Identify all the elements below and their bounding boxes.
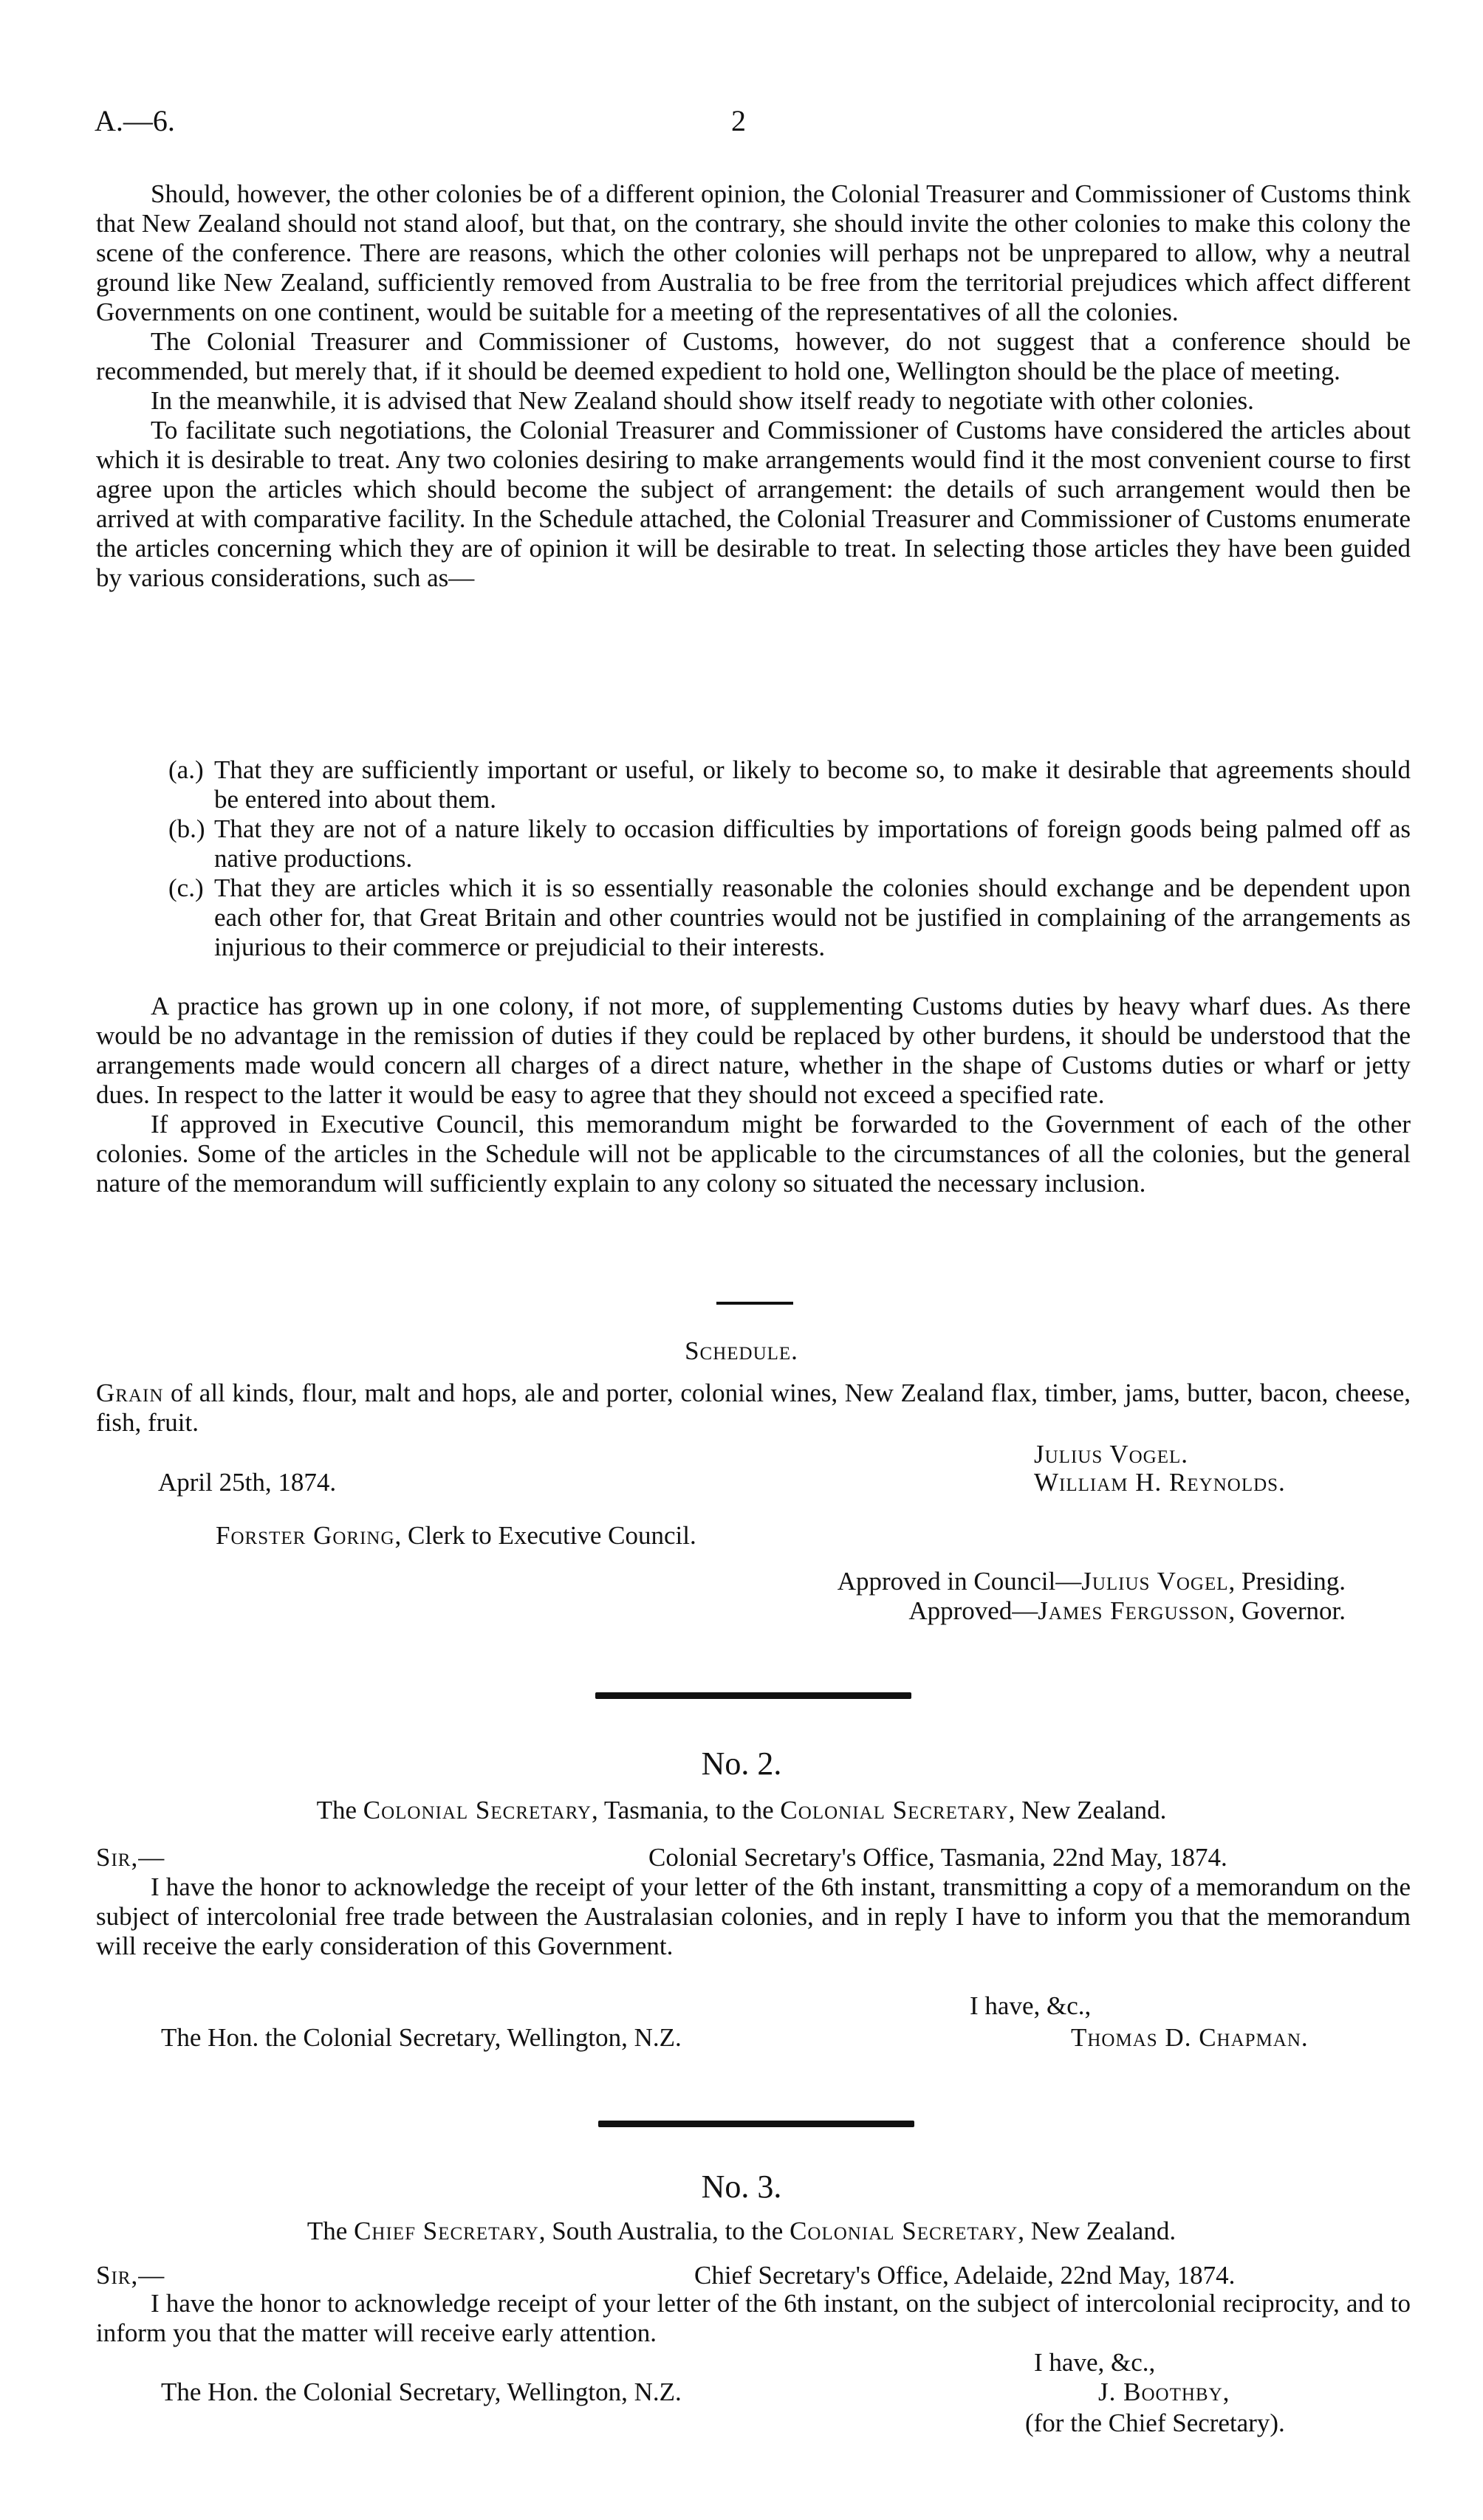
letter-paragraph: I have the honor to acknowledge receipt of your letter of the 6th instant, on the subject of intercolonial reciprocity, and to inform you that the matter will receive early attention.: [96, 2289, 1411, 2347]
route-text: , New Zealand.: [1008, 1796, 1167, 1824]
page-number: 2: [731, 104, 746, 137]
list-item-label: (c.): [168, 873, 204, 902]
memo-date: April 25th, 1874.: [158, 1468, 337, 1497]
signer-name: Julius Vogel.: [1034, 1440, 1189, 1469]
addressee: The Hon. the Colonial Secretary, Wellington, N.Z.: [161, 2377, 682, 2406]
list-item: [168, 814, 1411, 873]
list-item: [168, 755, 1411, 814]
section-divider: [595, 1692, 911, 1699]
route-title: Colonial Secretary: [790, 2217, 1018, 2245]
memo-paragraph: In the meanwhile, it is advised that New Zealand should show itself ready to negotiate with other colonies.: [151, 386, 1254, 415]
document-code: A.—6.: [95, 104, 175, 137]
route-text: , New Zealand.: [1018, 2217, 1177, 2245]
route-title: Colonial Secretary: [363, 1796, 592, 1824]
letter-number: No. 2.: [701, 1745, 782, 1782]
signature: Thomas D. Chapman.: [1071, 2023, 1309, 2052]
route-title: Chief Secretary: [354, 2217, 539, 2245]
considerations-list: [168, 755, 1411, 962]
list-item-text: That they are sufficiently important or useful, or likely to become so, to make it desirable that agreements should be entered into about them.: [214, 755, 1411, 814]
clerk-title: , Clerk to Executive Council.: [394, 1521, 696, 1550]
letter-route: [0, 1796, 1483, 1825]
dateline: Colonial Secretary's Office, Tasmania, 22nd May, 1874.: [648, 1843, 1227, 1872]
closing: I have, &c.,: [1034, 2348, 1156, 2377]
memo-paragraph: A practice has grown up in one colony, if not more, of supplementing Customs duties by heavy wharf dues. As there would be no advantage in the remission of duties if they could be replaced by other burdens, it should be understood that the arrangements made would concern all charges of a direct nature, whether in the shape of Customs duties or wharf or jetty dues. In respect to the latter it would be easy to agree that they should not exceed a specified rate.: [96, 992, 1411, 1109]
dateline: Chief Secretary's Office, Adelaide, 22nd May, 1874.: [694, 2261, 1236, 2290]
approval-council: [838, 1567, 1346, 1596]
signature-note: (for the Chief Secretary).: [1025, 2409, 1285, 2437]
list-item-label: (a.): [168, 755, 204, 784]
letter-paragraph: I have the honor to acknowledge the receipt of your letter of the 6th instant, transmitting a copy of a memorandum on the subject of intercolonial free trade between the Australasian colonies, and in reply I have to inform you that the memorandum will receive the early consideration of this Government.: [96, 1872, 1411, 1960]
clerk-name: Forster Goring: [216, 1521, 395, 1550]
approval-name: Julius Vogel: [1081, 1567, 1229, 1596]
letter-body: [96, 2289, 1411, 2348]
signer-name: William H. Reynolds.: [1034, 1468, 1286, 1497]
route-text: , Tasmania, to the: [591, 1796, 781, 1824]
salutation: Sir,—: [96, 1843, 165, 1872]
signature: J. Boothby,: [1098, 2377, 1230, 2406]
schedule-text: [96, 1379, 1411, 1438]
schedule-lead-word: Grain: [96, 1379, 164, 1407]
letter-number: No. 3.: [701, 2169, 782, 2205]
addressee: The Hon. the Colonial Secretary, Wellington, N.Z.: [161, 2023, 682, 2052]
approval-prefix: Approved in Council—: [837, 1567, 1082, 1596]
memo-paragraph: The Colonial Treasurer and Commissioner of Customs, however, do not suggest that a conference should be recommended, but merely that, if it should be deemed expedient to hold one, Wellington should be the place of meeting.: [96, 327, 1411, 385]
memo-paragraph: If approved in Executive Council, this memorandum might be forwarded to the Government of each of the other colonies. Some of the articles in the Schedule will not be applicable to the circumstances of all the colonies, but the general nature of the memorandum will sufficiently explain to any colony so situated the necessary inclusion.: [96, 1110, 1411, 1198]
section-divider: [716, 1302, 793, 1305]
memo-paragraph: Should, however, the other colonies be of a different opinion, the Colonial Treasurer and Commissioner of Customs think that New Zealand should not stand aloof, but that, on the contrary, she should invite the other colonies to make this colony the scene of the conference. There are reasons, which the other colonies will perhaps not be unprepared to allow, why a neutral ground like New Zealand, sufficiently removed from Australia to be free from the territorial prejudices which affect different Governments on one continent, would be suitable for a meeting of the representatives of all the colonies.: [96, 179, 1411, 326]
approval-suffix: , Presiding.: [1228, 1567, 1346, 1596]
section-divider: [598, 2121, 914, 2127]
memo-body: [96, 179, 1411, 593]
schedule-items: of all kinds, flour, malt and hops, ale and porter, colonial wines, New Zealand flax, timber, jams, butter, bacon, cheese, fish, fruit.: [96, 1379, 1411, 1437]
list-item: [168, 873, 1411, 962]
list-item-text: That they are articles which it is so essentially reasonable the colonies should exchange and be dependent upon each other for, that Great Britain and other countries would not be justified in complaining of the arrangements as injurious to their commerce or prejudicial to their interests.: [214, 873, 1411, 961]
approval-suffix: , Governor.: [1228, 1596, 1346, 1625]
approval-prefix: Approved—: [908, 1596, 1038, 1625]
list-item-text: That they are not of a nature likely to occasion difficulties by importations of foreign goods being palmed off as native productions.: [214, 814, 1411, 873]
letter-route: [0, 2217, 1483, 2246]
memo-paragraph: To facilitate such negotiations, the Colonial Treasurer and Commissioner of Customs have considered the articles about which it is desirable to treat. Any two colonies desiring to make arrangements would find it the most convenient course to first agree upon the articles which should become the subject of arrangement: the details of such arrangement would then be arrived at with comparative facility. In the Schedule attached, the Colonial Treasurer and Commissioner of Customs enumerate the articles concerning which they are of opinion it will be desirable to treat. In selecting those articles they have been guided by various considerations, such as—: [96, 416, 1411, 592]
approval-governor: [908, 1596, 1346, 1626]
schedule-heading: Schedule.: [685, 1336, 798, 1365]
salutation: Sir,—: [96, 2261, 165, 2290]
memo-body-after: [96, 992, 1411, 1198]
closing: I have, &c.,: [970, 1991, 1092, 2020]
route-title: Colonial Secretary: [780, 1796, 1009, 1824]
clerk-line: [216, 1521, 696, 1551]
letter-body: [96, 1872, 1411, 1961]
route-text: , South Australia, to the: [538, 2217, 790, 2245]
route-text: The: [316, 1796, 363, 1824]
list-item-label: (b.): [168, 814, 205, 843]
approval-name: James Fergusson: [1038, 1596, 1229, 1625]
route-text: The: [306, 2217, 355, 2245]
